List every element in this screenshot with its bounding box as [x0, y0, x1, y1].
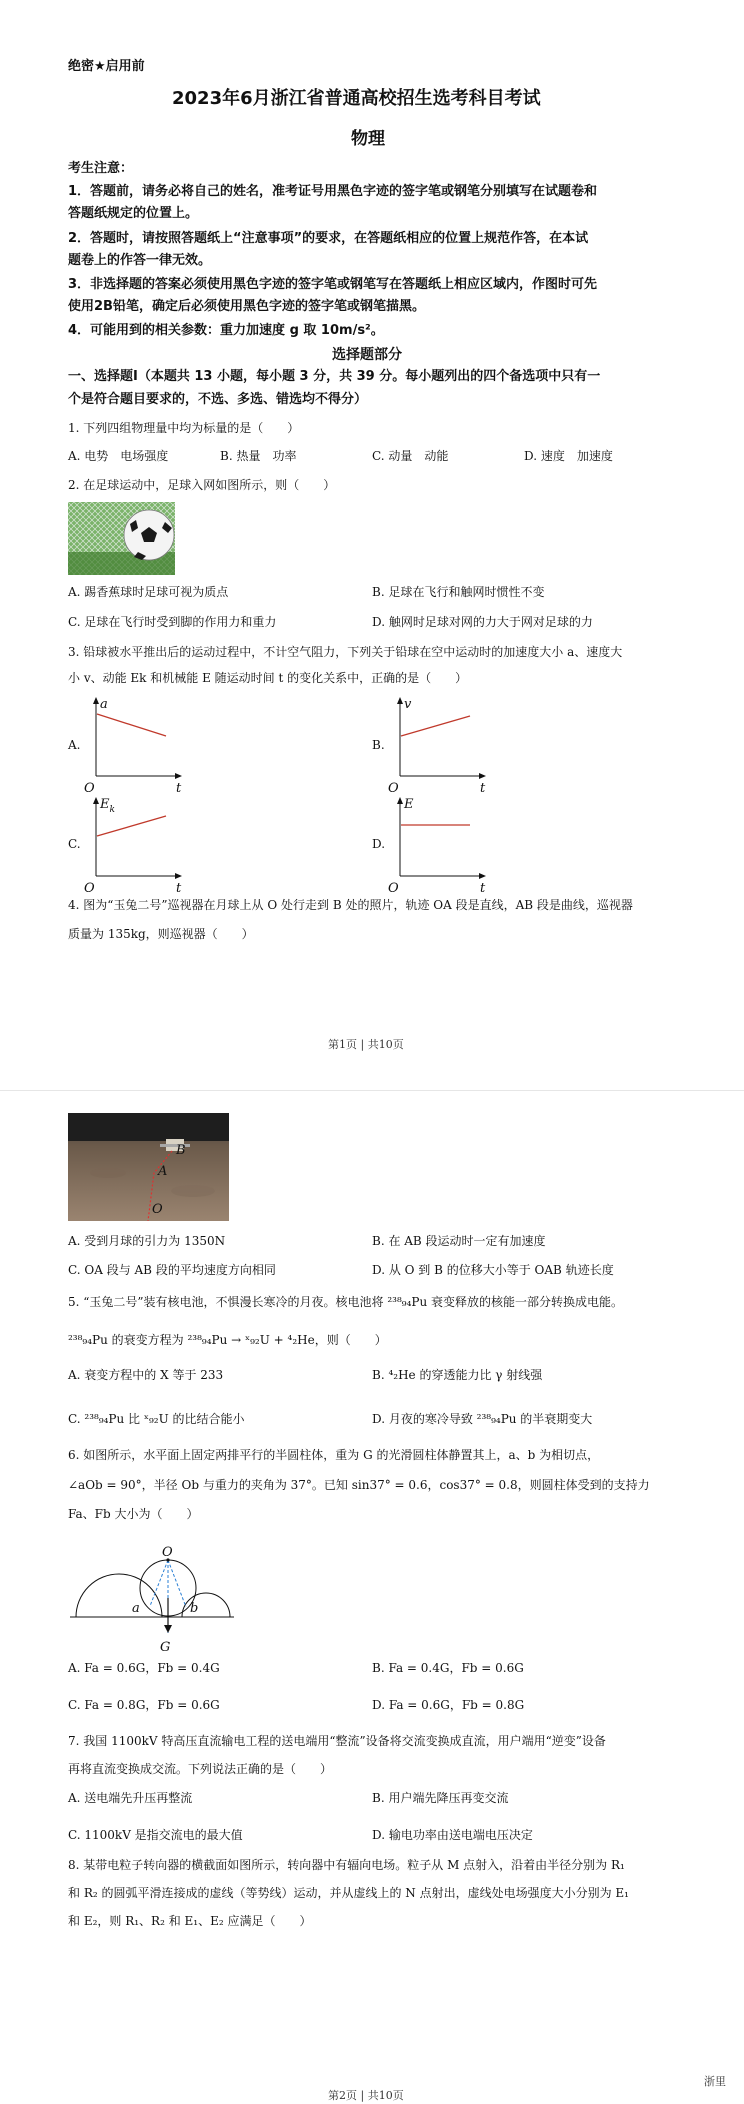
q7-option-d[interactable]: D. 输电功率由送电端电压决定 [372, 1828, 533, 1842]
note-1b: 答题纸规定的位置上。 [68, 206, 199, 221]
photo-label-a: A [158, 1164, 168, 1179]
graph-b-curve [401, 716, 470, 736]
q1-option-c[interactable]: C. 动量 动能 [372, 449, 449, 463]
q6-stem-c: Fa、Fb 大小为（ ） [68, 1507, 199, 1521]
notes-title: 考生注意： [68, 161, 134, 176]
q3-graph-c[interactable] [84, 796, 186, 896]
note-3b: 使用2B铅笔，确定后必须使用黑色字迹的签字笔或钢笔描黑。 [68, 299, 425, 314]
q6-stem-a: 6. 如图所示，水平面上固定两排平行的半圆柱体，重为 G 的光滑圆柱体静置其上，a、b 为相切点， [68, 1448, 600, 1462]
q3-stem-b: 小 v、动能 Ek 和机械能 E 随运动时间 t 的变化关系中，正确的是（ ） [68, 671, 468, 685]
q8-stem-c: 和 E₂，则 R₁、R₂ 和 E₁、E₂ 应满足（ ） [68, 1914, 312, 1928]
q5-option-b[interactable]: B. ⁴₂He 的穿透能力比 γ 射线强 [372, 1368, 543, 1382]
q3-graph-b[interactable] [388, 696, 490, 796]
graph-a-curve [97, 714, 166, 736]
q5-stem-b: ²³⁸₉₄Pu 的衰变方程为 ²³⁸₉₄Pu → ˣ₉₂U + ⁴₂He，则（ ） [68, 1333, 387, 1347]
note-1a: 1．答题前，请务必将自己的姓名，准考证号用黑色字迹的签字笔或钢笔分别填写在试题卷和 [68, 184, 598, 199]
section-intro-a: 一、选择题Ⅰ（本题共 13 小题，每小题 3 分，共 39 分。每小题列出的四个备选项中只有一 [68, 369, 601, 384]
q8-stem-b: 和 R₂ 的圆弧平滑连接成的虚线（等势线）运动，并从虚线上的 N 点射出，虚线处电场强度大小分别为 E₁ [68, 1886, 629, 1900]
q4-option-c[interactable]: C. OA 段与 AB 段的平均速度方向相同 [68, 1263, 276, 1277]
note-2b: 题卷上的作答一律无效。 [68, 253, 212, 268]
q2-option-b[interactable]: B. 足球在飞行和触网时惯性不变 [372, 585, 545, 599]
q5-stem: 5. “玉兔二号”装有核电池，不惧漫长寒冷的月夜。核电池将 ²³⁸₉₄Pu 衰变释放的核能一部分转换成电能。 [68, 1295, 624, 1309]
secret-label: 绝密★启用前 [68, 59, 145, 74]
exam-title: 2023年6月浙江省普通高校招生选考科目考试 [172, 88, 541, 109]
q2-option-c[interactable]: C. 足球在飞行时受到脚的作用力和重力 [68, 615, 277, 629]
graph-a-x-label: t [176, 781, 182, 796]
graph-b-x-label: t [480, 781, 486, 796]
graph-c-origin: O [84, 881, 95, 896]
graph-a-y-label: a [100, 697, 108, 712]
q6-option-d[interactable]: D. Fa = 0.6G，Fb = 0.8G [372, 1698, 525, 1712]
graph-d-origin: O [388, 881, 399, 896]
graph-c-curve [97, 816, 166, 836]
q1-stem: 1. 下列四组物理量中均为标量的是（ ） [68, 421, 300, 435]
q5-option-a[interactable]: A. 衰变方程中的 X 等于 233 [68, 1368, 224, 1382]
q4-option-a[interactable]: A. 受到月球的引力为 1350N [68, 1234, 226, 1248]
q1-option-d[interactable]: D. 速度 加速度 [524, 449, 613, 463]
q7-option-b[interactable]: B. 用户端先降压再变交流 [372, 1791, 509, 1805]
photo-label-b: B [176, 1143, 186, 1158]
q4-option-b[interactable]: B. 在 AB 段运动时一定有加速度 [372, 1234, 546, 1248]
q7-stem-b: 再将直流变换成交流。下列说法正确的是（ ） [68, 1762, 333, 1776]
q1-option-a[interactable]: A. 电势 电场强度 [68, 449, 169, 463]
radius-oa [150, 1560, 168, 1606]
q7-option-a[interactable]: A. 送电端先升压再整流 [68, 1791, 193, 1805]
diagram-label-g: G [160, 1640, 171, 1655]
note-4: 4．可能用到的相关参数：重力加速度 g 取 10m/s²。 [68, 323, 384, 338]
diagram-label-a: a [132, 1601, 140, 1616]
q8-stem-a: 8. 某带电粒子转向器的横截面如图所示，转向器中有辐向电场。粒子从 M 点射入，沿着由半径分别为 R₁ [68, 1858, 625, 1872]
q3-stem-a: 3. 铅球被水平推出后的运动过程中，不计空气阻力，下列关于铅球在空中运动时的加速度大小 a、速度大 [68, 645, 623, 659]
subject-title: 物理 [351, 129, 385, 149]
side-mark: 浙里 [704, 2075, 726, 2088]
q7-stem-a: 7. 我国 1100kV 特高压直流输电工程的送电端用“整流”设备将交流变换成直流，用户端用“逆变”设备 [68, 1734, 606, 1748]
q2-stem: 2. 在足球运动中，足球入网如图所示，则（ ） [68, 478, 336, 492]
section-intro-b: 个是符合题目要求的，不选、多选、错选均不得分） [68, 392, 368, 407]
q6-option-a[interactable]: A. Fa = 0.6G，Fb = 0.4G [68, 1661, 220, 1675]
q4-stem-b: 质量为 135kg，则巡视器（ ） [68, 927, 254, 941]
page1-footer: 第1页 | 共10页 [328, 1038, 404, 1051]
graph-d-y-label: E [404, 797, 414, 812]
football-net-photo [68, 502, 175, 575]
q3-option-d[interactable]: D. [372, 837, 386, 851]
q3-option-a[interactable]: A. [68, 738, 81, 752]
yutu2-photo [68, 1113, 229, 1221]
q3-option-b[interactable]: B. [372, 738, 385, 752]
q6-cylinder-diagram [68, 1540, 238, 1660]
q3-graph-d[interactable] [388, 796, 490, 896]
q3-option-c[interactable]: C. [68, 837, 81, 851]
q6-stem-b: ∠aOb = 90°，半径 Ob 与重力的夹角为 37°。已知 sin37° = 0.6，cos37° = 0.8，则圆柱体受到的支持力 [68, 1478, 650, 1492]
graph-b-y-label: v [404, 697, 412, 712]
note-2a: 2．答题时，请按照答题纸上“注意事项”的要求，在答题纸相应的位置上规范作答，在本试 [68, 231, 589, 246]
graph-a-origin: O [84, 781, 95, 796]
photo-label-o: O [152, 1202, 163, 1217]
q2-option-a[interactable]: A. 踢香蕉球时足球可视为质点 [68, 585, 229, 599]
q7-option-c[interactable]: C. 1100kV 是指交流电的最大值 [68, 1828, 243, 1842]
q5-option-d[interactable]: D. 月夜的寒冷导致 ²³⁸₉₄Pu 的半衰期变大 [372, 1412, 593, 1426]
q1-option-b[interactable]: B. 热量 功率 [220, 449, 297, 463]
page2-footer: 第2页 | 共10页 [328, 2089, 404, 2102]
q2-option-d[interactable]: D. 触网时足球对网的力大于网对足球的力 [372, 615, 593, 629]
diagram-label-o: O [162, 1545, 173, 1560]
q4-stem-a: 4. 图为“玉兔二号”巡视器在月球上从 O 处行走到 B 处的照片，轨迹 OA 段是直线，AB 段是曲线，巡视器 [68, 898, 633, 912]
page-divider [0, 1090, 744, 1091]
left-half-cylinder [76, 1574, 162, 1617]
radius-ob [168, 1560, 186, 1607]
note-3a: 3．非选择题的答案必须使用黑色字迹的签字笔或钢笔写在答题纸上相应区域内，作图时可先 [68, 277, 598, 292]
graph-c-y-label: $E_k$ [100, 797, 115, 815]
graph-b-origin: O [388, 781, 399, 796]
graph-c-x-label: t [176, 881, 182, 896]
diagram-label-b: b [190, 1601, 199, 1616]
q5-option-c[interactable]: C. ²³⁸₉₄Pu 比 ˣ₉₂U 的比结合能小 [68, 1412, 245, 1426]
section-title: 选择题部分 [332, 347, 402, 363]
q6-option-b[interactable]: B. Fa = 0.4G，Fb = 0.6G [372, 1661, 524, 1675]
graph-d-x-label: t [480, 881, 486, 896]
q4-option-d[interactable]: D. 从 O 到 B 的位移大小等于 OAB 轨迹长度 [372, 1263, 614, 1277]
q6-option-c[interactable]: C. Fa = 0.8G，Fb = 0.6G [68, 1698, 220, 1712]
q3-graph-a[interactable] [84, 696, 186, 796]
